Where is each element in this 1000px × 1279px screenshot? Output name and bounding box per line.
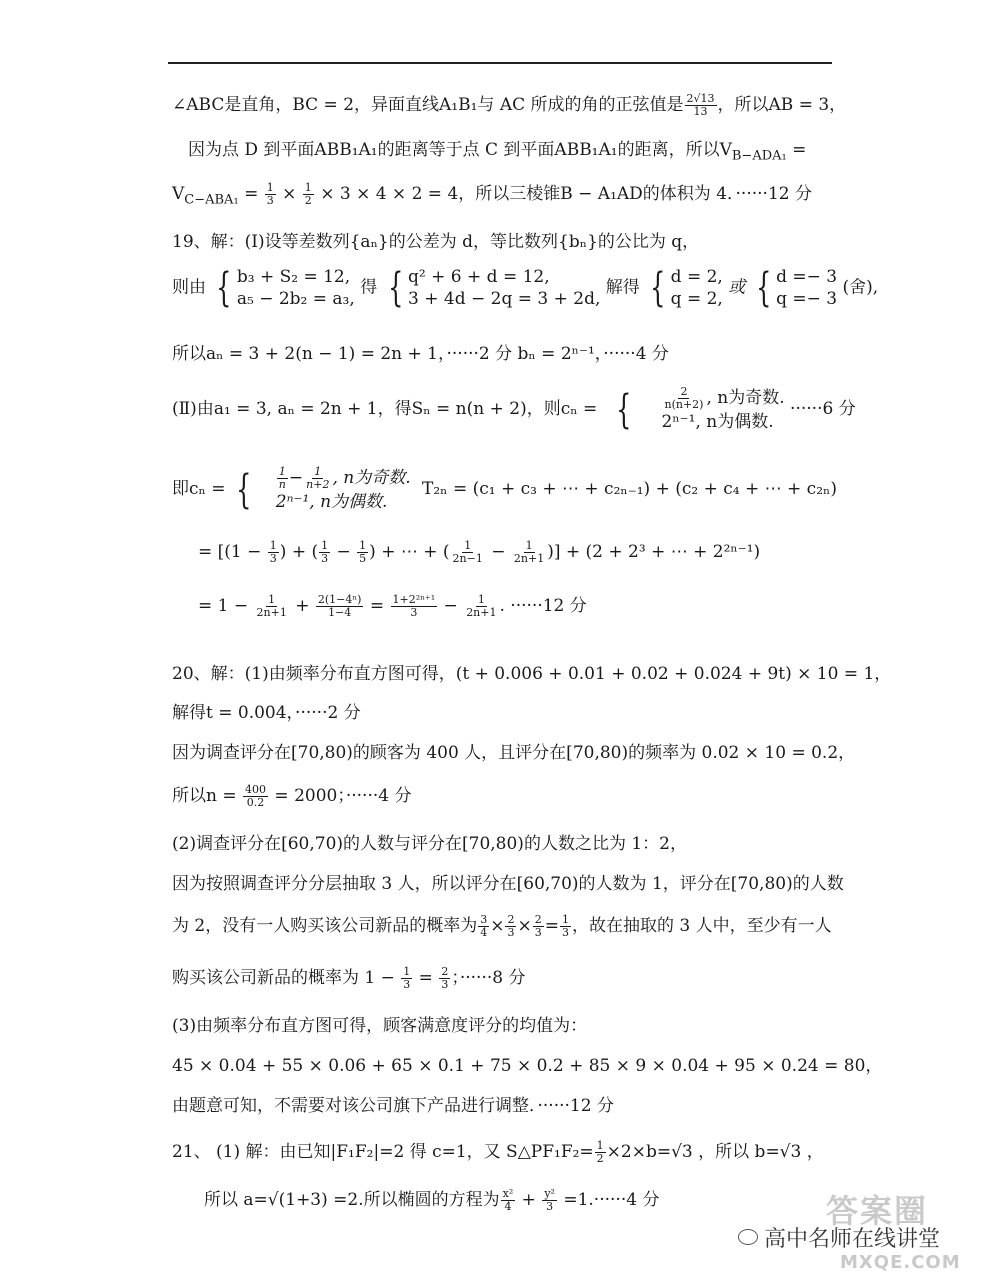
numerator: 1 <box>525 539 533 552</box>
denominator: n+2 <box>306 478 330 492</box>
text: 因为点 D 到平面ABB₁A₁的距离等于点 C 到平面ABB₁A₁的距离，所以V <box>188 140 732 160</box>
line-20 <box>172 1056 882 1077</box>
numerator: 1 <box>321 539 329 552</box>
fraction <box>319 540 330 565</box>
subscript: C−ABA₁ <box>184 192 239 208</box>
numerator: 1 <box>304 181 312 194</box>
text: ，故在抽取的 3 人中，至少有一人 <box>571 916 832 937</box>
numerator: 1 <box>464 539 472 552</box>
line-06 <box>172 344 669 365</box>
denominator: 3 <box>441 978 449 992</box>
numerator: 1 <box>359 539 367 552</box>
fraction <box>542 1188 557 1213</box>
numerator: 2√13 <box>686 92 715 105</box>
text: = <box>544 916 559 937</box>
fraction <box>391 594 438 619</box>
text: )] + (2 + 2³ + ⋯ + 2²ⁿ⁻¹) <box>547 542 761 563</box>
fraction <box>501 1188 516 1213</box>
top-rule <box>168 62 832 64</box>
text: 19、解：(Ⅰ)设等差数列{aₙ}的公差为 d，等比数列{bₙ}的公比为 q， <box>172 232 700 252</box>
text: (3)由频率分布直方图可得，顾客满意度评分的均值为： <box>172 1016 588 1036</box>
fraction <box>277 466 288 491</box>
text: ) + ( <box>279 542 319 563</box>
text: 因为调查评分在[70,80)的顾客为 400 人，且评分在[70,80)的频率为 0.02 × 10 = 0.2， <box>172 743 856 763</box>
numerator: 2(1−4ⁿ) <box>317 593 362 606</box>
fraction <box>439 966 450 991</box>
denominator: 3 <box>321 552 329 566</box>
eq: q² + 6 + d = 12, <box>408 267 550 287</box>
line-23 <box>204 1188 659 1213</box>
system-3 <box>671 266 723 310</box>
text: = <box>413 968 439 989</box>
text: 所以aₙ = 3 + 2(n − 1) = 2n + 1，······2 分 bₙ = 2ⁿ⁻¹，······4 分 <box>172 344 669 364</box>
wechat-icon <box>738 1229 758 1245</box>
fraction <box>533 914 544 939</box>
text: ，所以AB = 3， <box>717 95 847 116</box>
fraction <box>451 540 485 565</box>
text: , n为奇数. <box>332 468 411 489</box>
numerator: 2 <box>507 913 515 926</box>
fraction <box>478 914 489 939</box>
text: 由题意可知，不需要对该公司旗下产品进行调整．······12 分 <box>172 1096 614 1116</box>
watermark-brand-text: 高中名师在线讲堂 <box>764 1227 941 1252</box>
denominator: 2 <box>596 1152 604 1166</box>
fraction <box>268 540 279 565</box>
watermark-logo-text: 答案圈 <box>826 1192 929 1230</box>
text: 所以n = <box>172 786 243 807</box>
numerator: 1+2²ⁿ⁺¹ <box>392 593 436 606</box>
numerator: 1 <box>477 593 485 606</box>
text: 45 × 0.04 + 55 × 0.06 + 65 × 0.1 + 75 × 0.2 + 85 × 9 × 0.04 + 95 × 0.24 = 80， <box>172 1056 883 1076</box>
fraction <box>265 182 276 207</box>
line-09 <box>198 540 760 565</box>
eq: 3 + 4d − 2q = 3 + 2d, <box>408 289 601 310</box>
line-21 <box>172 1096 614 1117</box>
numerator: 3 <box>480 913 488 926</box>
text: = 1 − <box>198 596 254 617</box>
fraction <box>505 914 516 939</box>
denominator: 3 <box>269 552 277 566</box>
watermark-site-text: MXQE.COM <box>840 1252 961 1273</box>
text: 则由 <box>172 277 206 298</box>
line-17 <box>172 914 832 939</box>
piecewise <box>662 386 785 433</box>
numerator: 1 <box>266 181 274 194</box>
fraction <box>685 93 717 118</box>
text: 解得t = 0.004，······2 分 <box>172 703 361 723</box>
numerator: 1 <box>596 1139 604 1152</box>
numerator: 1 <box>403 965 411 978</box>
fraction <box>464 594 498 619</box>
line-07 <box>172 386 856 433</box>
numerator: 2 <box>441 965 449 978</box>
denominator: 3 <box>410 606 418 620</box>
denominator: 2n+1 <box>256 606 287 620</box>
numerator: 1 <box>269 539 277 552</box>
line-08 <box>172 466 837 513</box>
text: = <box>364 596 390 617</box>
brace: { <box>755 265 771 312</box>
text: ) + ⋯ + ( <box>369 542 450 563</box>
text: × 3 × 4 × 2 = 4，所以三棱锥B − A₁AD的体积为 4．······12 分 <box>314 184 812 205</box>
denominator: 3 <box>561 926 569 940</box>
text: 21、 (1) 解：由已知|F₁F₂|=2 得 c=1，又 S△PF₁F₂= <box>172 1142 594 1163</box>
fraction <box>357 540 368 565</box>
text: =1.······4 分 <box>557 1190 660 1211</box>
text: = 2000；······4 分 <box>269 786 412 807</box>
line-13 <box>172 743 855 764</box>
numerator: x² <box>502 1187 514 1200</box>
fraction <box>303 182 314 207</box>
numerator: 1 <box>278 465 286 478</box>
numerator: 2 <box>534 913 542 926</box>
numerator: 1 <box>561 913 569 926</box>
text: 为 2，没有一人购买该公司新品的概率为 <box>172 916 478 937</box>
text: ×2×b=√3 ，所以 b=√3 ， <box>606 1142 824 1163</box>
denominator: 3 <box>534 926 542 940</box>
case-2: 2ⁿ⁻¹, n为偶数. <box>661 412 774 433</box>
brace: { <box>650 265 666 312</box>
numerator: 1 <box>314 465 322 478</box>
text: , n为奇数. <box>706 388 785 409</box>
text: = <box>238 184 264 205</box>
text: − <box>288 468 304 489</box>
eq: d = 2, <box>670 267 723 287</box>
denominator: 3 <box>266 194 274 208</box>
brace: { <box>216 265 232 312</box>
line-19 <box>172 1016 587 1037</box>
text: 因为按照调查评分分层抽取 3 人，所以评分在[60,70)的人数为 1，评分在[70,80)的人数 <box>172 874 844 894</box>
denominator: 1−4 <box>328 606 352 620</box>
piecewise <box>276 466 411 513</box>
text: (Ⅱ)由a₁ = 3, aₙ = 2n + 1，得Sₙ = n(n + 2)，则cₙ = <box>172 399 598 420</box>
denominator: 4 <box>480 926 488 940</box>
brace: { <box>615 386 632 433</box>
fraction <box>595 1140 606 1165</box>
text: = [(1 − <box>198 542 267 563</box>
system-2 <box>408 266 600 310</box>
fraction <box>316 594 364 619</box>
line-10 <box>198 594 587 619</box>
denominator: 3 <box>546 1200 554 1214</box>
line-12 <box>172 703 361 724</box>
denominator: 4 <box>504 1200 512 1214</box>
text: − <box>331 542 357 563</box>
case-2: 2ⁿ⁻¹, n为偶数. <box>275 492 388 513</box>
numerator: y² <box>544 1187 555 1200</box>
line-15 <box>172 834 687 855</box>
eq: d =− 3 <box>776 267 838 287</box>
text: = <box>786 140 807 160</box>
case-1 <box>662 386 785 411</box>
text: + <box>289 596 315 617</box>
line-11 <box>172 664 891 685</box>
line-14 <box>172 784 411 809</box>
denominator: 3 <box>507 926 515 940</box>
text: − <box>485 542 511 563</box>
text: + <box>516 1190 542 1211</box>
fraction <box>304 466 331 491</box>
fraction <box>243 784 268 809</box>
denominator: 3 <box>403 978 411 992</box>
text: V <box>172 184 185 205</box>
line-05 <box>172 266 878 310</box>
text: × <box>490 916 505 937</box>
text: 20、解：(1)由频率分布直方图可得，(t + 0.006 + 0.01 + 0.02 + 0.024 + 9t) × 10 = 1， <box>172 664 892 684</box>
text: 即cₙ = <box>172 479 226 500</box>
system-1 <box>237 266 355 310</box>
text: 得 <box>360 277 378 298</box>
denominator: n <box>278 478 286 492</box>
text: (舍), <box>842 277 879 298</box>
text: × <box>517 916 532 937</box>
denominator: 0.2 <box>246 796 265 810</box>
subscript: B−ADA₁ <box>731 148 787 164</box>
line-16 <box>172 874 844 895</box>
text: ；······8 分 <box>451 968 526 989</box>
text: 或 <box>728 277 746 298</box>
brace: { <box>387 265 403 312</box>
line-18 <box>172 966 526 991</box>
fraction <box>255 594 289 619</box>
brace: { <box>236 466 252 513</box>
text: T₂ₙ = (c₁ + c₃ + ⋯ + c₂ₙ₋₁) + (c₂ + c₄ + ⋯ + c₂ₙ) <box>422 479 837 500</box>
watermark-site <box>840 1252 961 1273</box>
numerator: 400 <box>245 783 267 796</box>
denominator: n(n+2) <box>664 398 704 412</box>
fraction <box>560 914 571 939</box>
text: (2)调查评分在[60,70)的人数与评分在[70,80)的人数之比为 1：2， <box>172 834 687 854</box>
text: 购买该公司新品的概率为 1 − <box>172 968 401 989</box>
eq: b₃ + S₂ = 12, <box>236 267 351 287</box>
numerator: 1 <box>268 593 276 606</box>
case-1 <box>276 466 411 491</box>
text: × <box>276 184 302 205</box>
denominator: 13 <box>693 105 708 119</box>
text: ∠ABC是直角，BC = 2，异面直线A₁B₁与 AC 所成的角的正弦值是 <box>172 95 684 116</box>
fraction <box>663 386 706 411</box>
line-01 <box>172 93 846 118</box>
eq: a₅ − 2b₂ = a₃, <box>236 289 355 310</box>
text: 所以 a=√(1+3) =2.所以椭圆的方程为 <box>204 1190 500 1211</box>
fraction <box>512 540 546 565</box>
text: . ······12 分 <box>499 596 587 617</box>
text: − <box>438 596 464 617</box>
eq: q = 2, <box>670 289 723 310</box>
denominator: 2n+1 <box>513 552 545 566</box>
numerator: 2 <box>680 385 688 398</box>
line-03 <box>172 182 812 209</box>
text: ······6 分 <box>790 399 856 420</box>
denominator: 2n+1 <box>466 606 497 620</box>
system-4 <box>776 266 837 310</box>
denominator: 2n−1 <box>452 552 483 566</box>
line-04 <box>172 232 699 253</box>
denominator: 5 <box>359 552 367 566</box>
line-02 <box>188 140 806 165</box>
line-22 <box>172 1140 824 1165</box>
watermark-brand <box>764 1222 940 1253</box>
fraction <box>401 966 412 991</box>
text: 解得 <box>605 277 640 298</box>
denominator: 2 <box>304 194 312 208</box>
eq: q =− 3 <box>776 289 838 310</box>
